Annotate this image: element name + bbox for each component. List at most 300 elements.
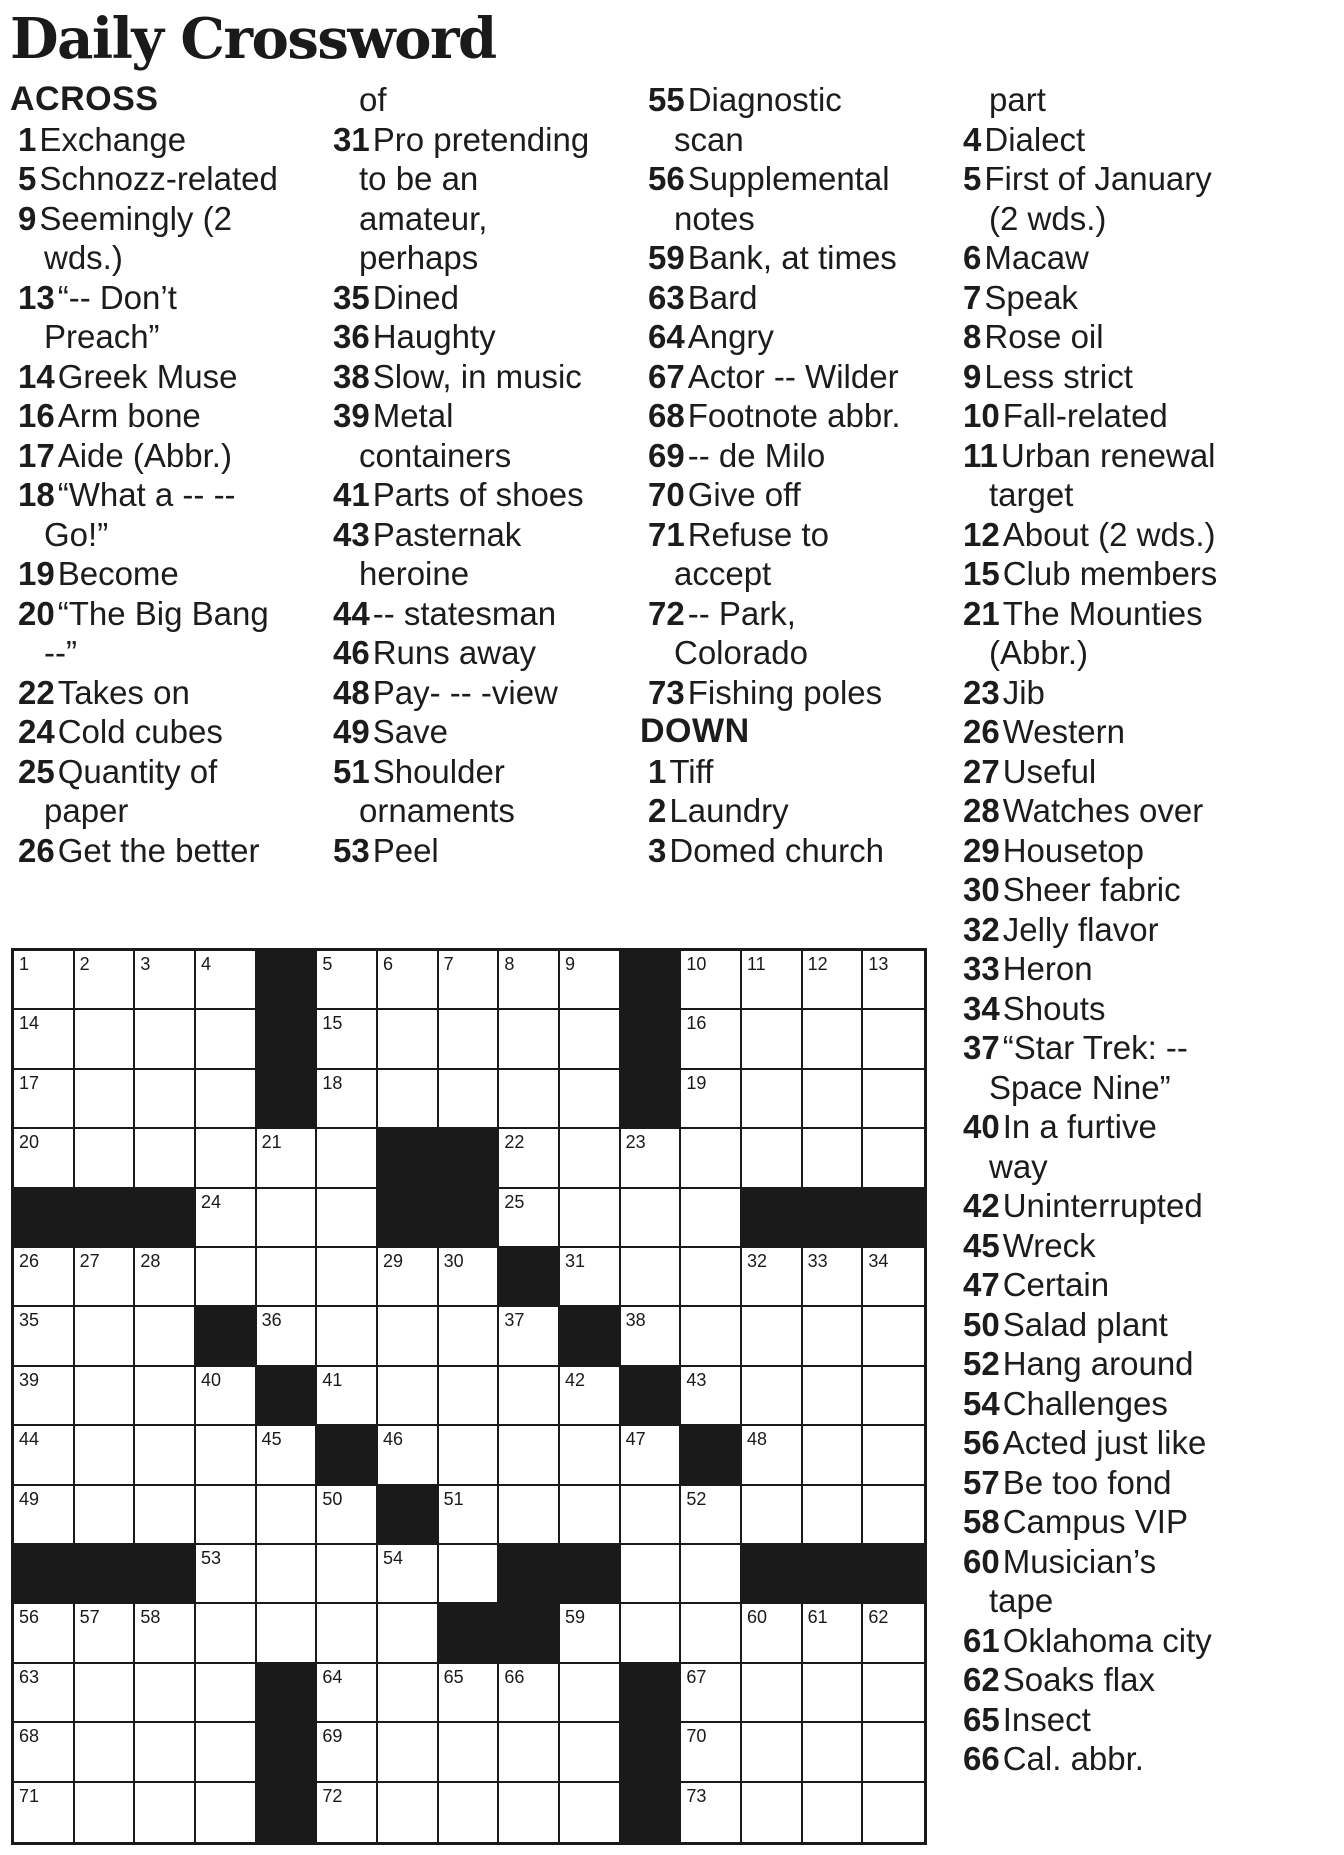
clue-number: 31 [333, 120, 370, 158]
clue-text: Seemingly (2 [39, 199, 232, 237]
grid-cell[interactable] [378, 1307, 439, 1366]
grid-cell[interactable] [560, 1426, 621, 1485]
grid-cell[interactable] [196, 1664, 257, 1723]
grid-block [257, 1783, 318, 1842]
cell-number: 33 [807, 1251, 828, 1271]
grid-cell[interactable] [317, 1367, 378, 1426]
grid-cell[interactable] [14, 1070, 75, 1129]
clue-text: Metal [372, 397, 454, 434]
grid-cell[interactable] [14, 1426, 75, 1485]
grid-cell[interactable] [75, 1248, 136, 1307]
cell-number: 48 [747, 1429, 768, 1450]
grid-cell[interactable] [14, 1129, 75, 1188]
clue-text: Schnozz-related [39, 160, 278, 197]
clue-item [325, 396, 630, 436]
grid-cell[interactable] [317, 1545, 378, 1604]
clue-text: Challenges [1002, 1384, 1168, 1422]
clue-continuation: scan [674, 120, 744, 158]
grid-cell[interactable] [681, 1783, 742, 1842]
grid-cell[interactable] [742, 1010, 803, 1069]
across-heading: ACROSS [10, 80, 159, 118]
grid-cell[interactable] [75, 1129, 136, 1188]
clue-text: Campus VIP [1002, 1503, 1188, 1540]
clue-text: Jib [1002, 673, 1045, 711]
grid-cell[interactable] [742, 1367, 803, 1426]
grid-cell[interactable] [560, 951, 621, 1010]
grid-cell[interactable] [742, 1604, 803, 1663]
grid-cell[interactable] [317, 1486, 378, 1545]
grid-cell[interactable] [14, 1248, 75, 1307]
clue-continuation: amateur, [359, 199, 488, 237]
grid-cell[interactable] [621, 1486, 682, 1545]
grid-cell[interactable] [317, 1307, 378, 1366]
clue-text: Western [1002, 713, 1125, 750]
grid-block [863, 1545, 924, 1604]
cell-number: 3 [140, 954, 151, 974]
cell-number: 38 [625, 1310, 646, 1331]
grid-cell[interactable] [560, 1129, 621, 1188]
clue-item [955, 673, 1315, 713]
clue-item [10, 712, 315, 752]
clue-item [640, 396, 945, 436]
grid-cell[interactable] [439, 1723, 500, 1782]
grid-cell[interactable] [863, 1367, 924, 1426]
grid-cell[interactable] [257, 1189, 318, 1248]
grid-cell[interactable] [317, 1723, 378, 1782]
grid-cell[interactable] [257, 1307, 318, 1366]
grid-cell[interactable] [317, 1783, 378, 1842]
grid-cell[interactable] [681, 1367, 742, 1426]
clue-number: 35 [333, 278, 370, 316]
grid-cell[interactable] [681, 1248, 742, 1307]
grid-cell[interactable] [439, 1664, 500, 1723]
grid-cell[interactable] [681, 1129, 742, 1188]
clue-number: 62 [963, 1661, 1000, 1698]
grid-cell[interactable] [742, 951, 803, 1010]
clue-text: “What a -- -- [57, 476, 236, 513]
grid-cell[interactable] [681, 1070, 742, 1129]
grid-block [621, 1070, 682, 1129]
clue-text: Laundry [669, 792, 789, 829]
grid-cell[interactable] [560, 1664, 621, 1723]
grid-cell[interactable] [75, 951, 136, 1010]
grid-cell[interactable] [499, 1070, 560, 1129]
clue-item [955, 278, 1315, 318]
grid-cell[interactable] [75, 1070, 136, 1129]
cell-number: 58 [140, 1607, 161, 1628]
grid-cell[interactable] [499, 1426, 560, 1485]
grid-cell[interactable] [742, 1248, 803, 1307]
clue-text: Heron [1002, 950, 1093, 987]
cell-number: 6 [383, 954, 394, 974]
grid-cell[interactable] [863, 1426, 924, 1485]
grid-cell[interactable] [803, 1248, 864, 1307]
grid-cell[interactable] [863, 1604, 924, 1663]
grid-block [14, 1545, 75, 1604]
grid-cell[interactable] [14, 1486, 75, 1545]
clue-item [10, 159, 315, 199]
clue-number: 15 [963, 555, 1000, 592]
clue-number: 13 [18, 278, 55, 316]
grid-cell[interactable] [317, 1604, 378, 1663]
grid-cell[interactable] [135, 1723, 196, 1782]
clue-text: Pay- -- -view [372, 673, 558, 711]
grid-cell[interactable] [499, 1010, 560, 1069]
grid-cell[interactable] [75, 1367, 136, 1426]
grid-cell[interactable] [499, 1129, 560, 1188]
grid-cell[interactable] [803, 1070, 864, 1129]
clue-text: Jelly flavor [1002, 910, 1159, 948]
grid-cell[interactable] [75, 1307, 136, 1366]
grid-cell[interactable] [863, 951, 924, 1010]
grid-cell[interactable] [439, 951, 500, 1010]
grid-cell[interactable] [863, 1248, 924, 1307]
grid-cell[interactable] [196, 1129, 257, 1188]
clue-continuation: (Abbr.) [989, 634, 1089, 671]
grid-cell[interactable] [14, 1367, 75, 1426]
clue-number: 60 [963, 1542, 1000, 1580]
grid-cell[interactable] [196, 1189, 257, 1248]
grid-cell[interactable] [75, 1426, 136, 1485]
grid-cell[interactable] [317, 1070, 378, 1129]
grid-cell[interactable] [317, 1664, 378, 1723]
grid-cell[interactable] [14, 1307, 75, 1366]
grid-cell[interactable] [378, 1248, 439, 1307]
clue-item [10, 594, 315, 634]
grid-cell[interactable] [75, 1010, 136, 1069]
grid-block [499, 1545, 560, 1604]
grid-cell[interactable] [803, 1307, 864, 1366]
cell-number: 26 [19, 1251, 40, 1271]
clue-number: 37 [963, 1029, 1000, 1066]
grid-cell[interactable] [135, 1486, 196, 1545]
cell-number: 18 [322, 1072, 343, 1093]
clue-item [955, 1700, 1315, 1740]
grid-cell[interactable] [196, 1486, 257, 1545]
grid-cell[interactable] [439, 1486, 500, 1545]
grid-cell[interactable] [681, 1664, 742, 1723]
grid-block [378, 1486, 439, 1545]
clue-text: Parts of shoes [372, 476, 584, 513]
cell-number: 4 [201, 954, 212, 974]
grid-cell[interactable] [14, 1723, 75, 1782]
grid-cell[interactable] [803, 1486, 864, 1545]
grid-cell[interactable] [803, 951, 864, 1010]
grid-cell[interactable] [499, 1664, 560, 1723]
grid-cell[interactable] [621, 1426, 682, 1485]
cell-number: 5 [322, 954, 333, 974]
grid-cell[interactable] [863, 1664, 924, 1723]
clue-continuation: Space Nine” [989, 1068, 1171, 1106]
grid-cell[interactable] [317, 951, 378, 1010]
clue-number: 11 [963, 436, 998, 474]
cell-number: 60 [747, 1607, 768, 1628]
grid-cell[interactable] [499, 951, 560, 1010]
grid-block [742, 1545, 803, 1604]
grid-cell[interactable] [14, 1664, 75, 1723]
grid-cell[interactable] [135, 1604, 196, 1663]
grid-cell[interactable] [863, 1486, 924, 1545]
grid-cell[interactable] [621, 1189, 682, 1248]
grid-cell[interactable] [196, 1010, 257, 1069]
grid-cell[interactable] [75, 1664, 136, 1723]
grid-cell[interactable] [499, 1783, 560, 1842]
clue-text: Cal. abbr. [1002, 1740, 1144, 1777]
grid-cell[interactable] [378, 1426, 439, 1485]
grid-cell[interactable] [75, 1486, 136, 1545]
cell-number: 52 [686, 1488, 707, 1509]
grid-cell[interactable] [681, 1486, 742, 1545]
grid-cell[interactable] [742, 1129, 803, 1188]
grid-cell[interactable] [196, 1070, 257, 1129]
grid-cell[interactable] [863, 1307, 924, 1366]
grid-cell[interactable] [257, 1426, 318, 1485]
grid-cell[interactable] [257, 1604, 318, 1663]
clue-continuation: Go!” [44, 515, 109, 553]
grid-cell[interactable] [681, 1010, 742, 1069]
grid-cell[interactable] [803, 1604, 864, 1663]
clue-text: Less strict [984, 357, 1133, 395]
grid-cell[interactable] [257, 1129, 318, 1188]
grid-cell[interactable] [378, 1664, 439, 1723]
grid-cell[interactable] [742, 1307, 803, 1366]
clue-item [640, 673, 945, 713]
grid-cell[interactable] [803, 1010, 864, 1069]
clue-continuation: Preach” [44, 318, 160, 355]
grid-cell[interactable] [135, 1010, 196, 1069]
grid-cell[interactable] [439, 1010, 500, 1069]
clue-item [10, 199, 315, 239]
grid-cell[interactable] [439, 1307, 500, 1366]
clue-item [10, 554, 315, 594]
grid-cell[interactable] [135, 1664, 196, 1723]
grid-cell[interactable] [863, 1070, 924, 1129]
clue-text: Be too fond [1002, 1463, 1172, 1501]
grid-cell[interactable] [135, 1367, 196, 1426]
grid-cell[interactable] [742, 1783, 803, 1842]
clue-text: Diagnostic [687, 81, 842, 118]
grid-block [257, 1070, 318, 1129]
clue-item [955, 1660, 1315, 1700]
grid-cell[interactable] [439, 1367, 500, 1426]
grid-cell[interactable] [742, 1486, 803, 1545]
clue-number: 22 [18, 673, 55, 711]
clue-number: 44 [333, 594, 370, 632]
grid-cell[interactable] [196, 1545, 257, 1604]
clue-item [325, 357, 630, 397]
grid-cell[interactable] [803, 1723, 864, 1782]
grid-cell[interactable] [135, 951, 196, 1010]
grid-cell[interactable] [621, 1307, 682, 1366]
grid-cell[interactable] [681, 1604, 742, 1663]
grid-cell[interactable] [499, 1486, 560, 1545]
grid-cell[interactable] [499, 1723, 560, 1782]
clue-text: Uninterrupted [1002, 1187, 1203, 1224]
grid-cell[interactable] [14, 1604, 75, 1663]
grid-cell[interactable] [14, 1783, 75, 1842]
grid-cell[interactable] [196, 1367, 257, 1426]
grid-cell[interactable] [803, 1783, 864, 1842]
cell-number: 53 [201, 1548, 222, 1568]
clue-text: Speak [984, 278, 1078, 316]
grid-cell[interactable] [196, 1248, 257, 1307]
clue-number: 3 [648, 831, 667, 869]
grid-cell[interactable] [863, 1010, 924, 1069]
grid-cell[interactable] [560, 1723, 621, 1782]
grid-cell[interactable] [560, 1189, 621, 1248]
cell-number: 42 [565, 1369, 586, 1390]
clue-item [955, 1423, 1315, 1463]
grid-cell[interactable] [317, 1010, 378, 1069]
grid-cell[interactable] [378, 1723, 439, 1782]
grid-cell[interactable] [621, 1545, 682, 1604]
cell-number: 51 [443, 1488, 464, 1509]
grid-cell[interactable] [378, 1070, 439, 1129]
clue-item [955, 1226, 1315, 1266]
cell-number: 1 [19, 954, 30, 974]
clue-number: 49 [333, 713, 370, 750]
grid-cell[interactable] [863, 1723, 924, 1782]
grid-cell[interactable] [196, 1426, 257, 1485]
clue-column-4 [955, 80, 1315, 1779]
grid-block [439, 1604, 500, 1663]
grid-cell[interactable] [560, 1367, 621, 1426]
grid-cell[interactable] [560, 1604, 621, 1663]
cell-number: 63 [19, 1666, 40, 1687]
cell-number: 40 [201, 1369, 222, 1390]
clue-text: Club members [1002, 555, 1218, 592]
grid-cell[interactable] [196, 1604, 257, 1663]
grid-cell[interactable] [14, 951, 75, 1010]
grid-cell[interactable] [196, 951, 257, 1010]
clue-item [325, 633, 630, 673]
grid-cell[interactable] [135, 1783, 196, 1842]
clue-text: Dialect [984, 120, 1086, 158]
grid-cell[interactable] [439, 1426, 500, 1485]
grid-cell[interactable] [560, 1486, 621, 1545]
grid-cell[interactable] [75, 1723, 136, 1782]
clue-item [955, 870, 1315, 910]
grid-cell[interactable] [135, 1070, 196, 1129]
grid-cell[interactable] [499, 1307, 560, 1366]
grid-cell[interactable] [560, 1783, 621, 1842]
cell-number: 56 [19, 1607, 40, 1628]
grid-cell[interactable] [14, 1010, 75, 1069]
grid-cell[interactable] [742, 1426, 803, 1485]
grid-cell[interactable] [621, 1604, 682, 1663]
clue-text: Wreck [1002, 1226, 1096, 1264]
grid-cell[interactable] [196, 1783, 257, 1842]
grid-block [257, 1010, 318, 1069]
grid-cell[interactable] [560, 1248, 621, 1307]
grid-cell[interactable] [317, 1189, 378, 1248]
grid-cell[interactable] [742, 1664, 803, 1723]
grid-cell[interactable] [378, 1367, 439, 1426]
clue-item [955, 120, 1315, 160]
clue-text: Fall-related [1002, 397, 1168, 434]
grid-cell[interactable] [317, 1129, 378, 1188]
grid-cell[interactable] [135, 1307, 196, 1366]
grid-cell[interactable] [378, 1604, 439, 1663]
grid-cell[interactable] [681, 1189, 742, 1248]
clue-number: 41 [333, 476, 370, 513]
clue-item [325, 120, 630, 160]
grid-cell[interactable] [257, 1486, 318, 1545]
clue-text: Certain [1002, 1266, 1110, 1303]
clue-number: 33 [963, 950, 1000, 987]
clue-column-3 [640, 80, 945, 870]
grid-cell[interactable] [439, 1545, 500, 1604]
grid-cell[interactable] [257, 1248, 318, 1307]
grid-block [499, 1604, 560, 1663]
grid-cell[interactable] [803, 1129, 864, 1188]
grid-cell[interactable] [681, 1545, 742, 1604]
grid-cell[interactable] [621, 1129, 682, 1188]
cell-number: 73 [686, 1785, 707, 1806]
clue-item [955, 831, 1315, 871]
grid-cell[interactable] [135, 1248, 196, 1307]
grid-cell[interactable] [560, 1010, 621, 1069]
grid-cell[interactable] [378, 951, 439, 1010]
clue-item [955, 357, 1315, 397]
grid-block [621, 951, 682, 1010]
cell-number: 25 [504, 1191, 525, 1212]
grid-cell[interactable] [75, 1783, 136, 1842]
clue-number: 7 [963, 278, 982, 316]
clue-number: 40 [963, 1108, 1000, 1145]
grid-cell[interactable] [621, 1248, 682, 1307]
grid-block [257, 1664, 318, 1723]
grid-cell[interactable] [257, 1545, 318, 1604]
grid-cell[interactable] [378, 1545, 439, 1604]
grid-block [317, 1426, 378, 1485]
grid-cell[interactable] [317, 1248, 378, 1307]
grid-cell[interactable] [681, 1723, 742, 1782]
grid-cell[interactable] [803, 1367, 864, 1426]
clue-item [10, 752, 315, 792]
grid-cell[interactable] [439, 1783, 500, 1842]
grid-cell[interactable] [196, 1723, 257, 1782]
cell-number: 65 [443, 1666, 464, 1687]
grid-cell[interactable] [439, 1248, 500, 1307]
clue-text: Peel [372, 831, 439, 869]
cell-number: 11 [747, 954, 766, 974]
grid-cell[interactable] [803, 1664, 864, 1723]
grid-cell[interactable] [863, 1783, 924, 1842]
grid-cell[interactable] [863, 1129, 924, 1188]
clue-item [10, 357, 315, 397]
grid-cell[interactable] [742, 1070, 803, 1129]
clue-number: 56 [963, 1424, 1000, 1461]
grid-cell[interactable] [75, 1604, 136, 1663]
grid-cell[interactable] [742, 1723, 803, 1782]
grid-cell[interactable] [135, 1426, 196, 1485]
grid-cell[interactable] [803, 1426, 864, 1485]
grid-cell[interactable] [681, 951, 742, 1010]
grid-cell[interactable] [378, 1783, 439, 1842]
grid-cell[interactable] [439, 1070, 500, 1129]
grid-cell[interactable] [378, 1010, 439, 1069]
grid-cell[interactable] [681, 1307, 742, 1366]
grid-cell[interactable] [499, 1189, 560, 1248]
clue-continuation: to be an [359, 160, 479, 197]
grid-cell[interactable] [499, 1367, 560, 1426]
clue-number: 20 [18, 594, 55, 632]
cell-number: 71 [19, 1785, 40, 1806]
grid-cell[interactable] [135, 1129, 196, 1188]
clue-number: 59 [648, 239, 685, 276]
grid-cell[interactable] [560, 1070, 621, 1129]
